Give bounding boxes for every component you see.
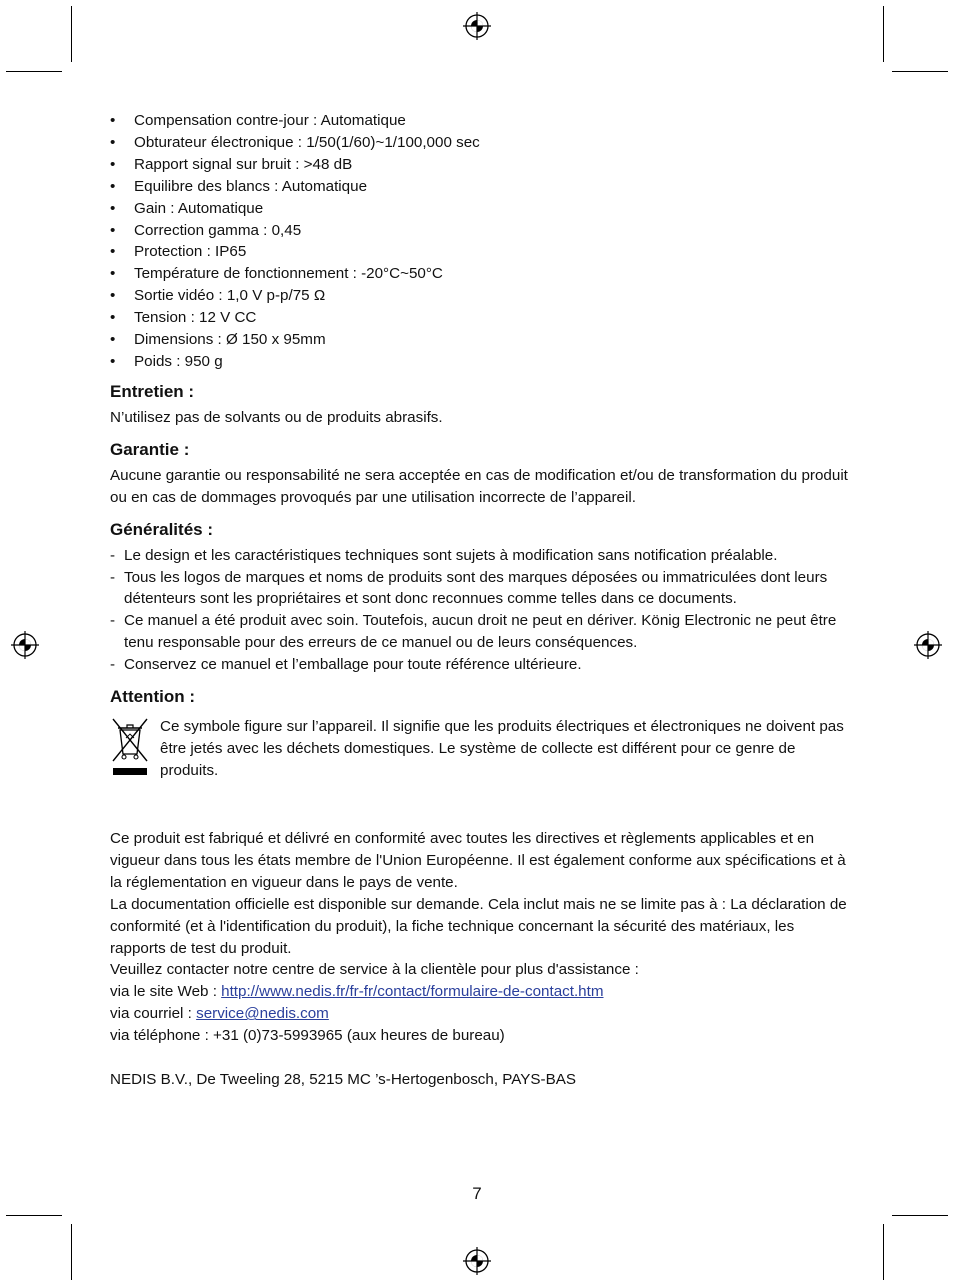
spec-text: Correction gamma : 0,45: [134, 221, 302, 239]
crop-mark: [71, 6, 72, 62]
contact-intro: Veuillez contacter notre centre de service à la clientèle pour plus d'assistance :: [110, 961, 639, 979]
registration-mark-icon: [462, 11, 492, 41]
contact-phone-line: via téléphone : +31 (0)73-5993965 (aux heures de bureau): [110, 1027, 505, 1045]
spec-item: [110, 263, 850, 285]
spec-item: [110, 241, 850, 263]
spec-text: Tension : 12 V CC: [134, 309, 257, 327]
spec-text: Rapport signal sur bruit : >48 dB: [134, 155, 353, 173]
registration-mark-icon: [462, 1246, 492, 1276]
crop-mark: [892, 1215, 948, 1216]
contact-web-label: via le site Web :: [110, 983, 222, 1001]
spec-text: Compensation contre-jour : Automatique: [134, 112, 406, 129]
garantie-text: Aucune garantie ou responsabilité ne sera acceptée en cas de modification et/ou de transformation du produit ou en cas de dommages provoqués par une utilisation incorrecte de l’appareil.: [110, 466, 848, 506]
crop-mark: [6, 1215, 62, 1216]
bullet-mark: •: [110, 133, 116, 151]
contact-web-link[interactable]: http://www.nedis.fr/fr-fr/contact/formulaire-de-contact.htm: [221, 983, 604, 1001]
bullet-mark: •: [110, 155, 116, 173]
crop-mark: [892, 71, 948, 72]
spec-item: [110, 198, 850, 220]
bullet-mark: •: [110, 265, 116, 283]
documentation-paragraph: La documentation officielle est disponible sur demande. Cela inclut mais ne se limite pas à : La déclaration de conformité (et à l'identification du produit), la fiche technique concernant la sécurité des matériaux, les rapports de test du produit.: [110, 895, 847, 957]
spec-item: [110, 110, 850, 132]
spec-text: Sortie vidéo : 1,0 V p-p/75 Ω: [134, 287, 326, 305]
bullet-mark: •: [110, 287, 116, 305]
spec-text: Protection : IP65: [134, 243, 247, 261]
bullet-mark: •: [110, 199, 116, 217]
generalites-item: [110, 610, 850, 654]
spec-item: [110, 176, 850, 198]
registration-mark-icon: [10, 630, 40, 660]
bullet-mark: •: [110, 243, 116, 261]
page-number: 7: [472, 1184, 482, 1203]
crop-mark: [71, 1224, 72, 1280]
bullet-mark: •: [110, 177, 116, 195]
generalites-item: [110, 545, 850, 567]
generalites-text: Tous les logos de marques et noms de produits sont des marques déposées ou immatriculées dont leurs détenteurs sont les propriétaires et sont donc reconnues comme telles dans ce documents.: [124, 568, 828, 608]
crop-mark: [883, 6, 884, 62]
contact-mail-line: [110, 1003, 850, 1025]
bullet-mark: •: [110, 112, 116, 129]
contact-mail-link[interactable]: service@nedis.com: [196, 1005, 329, 1023]
attention-block: [110, 716, 850, 786]
bullet-mark: •: [110, 309, 116, 327]
generalites-heading: Généralités :: [110, 519, 213, 539]
spec-item: [110, 285, 850, 307]
spec-item: [110, 154, 850, 176]
spec-item: [110, 220, 850, 242]
registration-mark-icon: [913, 630, 943, 660]
generalites-list: [110, 545, 850, 676]
dash-mark: -: [110, 656, 116, 674]
page-content: [110, 110, 850, 1091]
conformity-paragraph: Ce produit est fabriqué et délivré en conformité avec toutes les directives et règlements applicables et en vigueur dans tous les états membre de l'Union Européenne. Il est également conforme aux spécifications et à la réglementation en vigueur dans le pays de vente.: [110, 830, 846, 891]
generalites-item: [110, 567, 850, 611]
contact-web-line: [110, 981, 850, 1003]
garantie-heading: Garantie :: [110, 439, 190, 459]
spec-text: Dimensions : Ø 150 x 95mm: [134, 331, 326, 349]
spec-text: Température de fonctionnement : -20°C~50°C: [134, 265, 443, 283]
generalites-text: Conservez ce manuel et l’emballage pour toute référence ultérieure.: [124, 656, 582, 674]
dash-mark: -: [110, 612, 116, 630]
dash-mark: -: [110, 568, 116, 586]
spec-text: Obturateur électronique : 1/50(1/60)~1/100,000 sec: [134, 133, 480, 151]
entretien-text: N’utilisez pas de solvants ou de produits abrasifs.: [110, 408, 443, 426]
dash-mark: -: [110, 546, 116, 564]
spec-item: [110, 329, 850, 351]
bullet-mark: •: [110, 221, 116, 239]
spec-item: [110, 351, 850, 373]
crop-mark: [6, 71, 62, 72]
generalites-text: Ce manuel a été produit avec soin. Toutefois, aucun droit ne peut en dériver. König Electronic ne peut être tenu responsable pour des erreurs de ce manuel ou de leurs conséquences.: [124, 612, 837, 652]
spec-list: [110, 110, 850, 373]
entretien-heading: Entretien :: [110, 381, 195, 401]
weee-crossed-bin-icon: [110, 716, 150, 778]
attention-heading: Attention :: [110, 687, 195, 707]
spec-item: [110, 132, 850, 154]
spec-text: Equilibre des blancs : Automatique: [134, 177, 368, 195]
crop-mark: [883, 1224, 884, 1280]
bullet-mark: •: [110, 331, 116, 349]
contact-mail-label: via courriel :: [110, 1005, 197, 1023]
attention-text: Ce symbole figure sur l’appareil. Il signifie que les produits électriques et électroniques ne doivent pas être jetés avec les déchets domestiques. Le système de collecte est différent pour ce genre de produits.: [160, 718, 844, 779]
generalites-text: Le design et les caractéristiques techniques sont sujets à modification sans notification préalable.: [124, 546, 778, 564]
conformity-section: [110, 828, 850, 1047]
bullet-mark: •: [110, 352, 116, 370]
spec-item: [110, 307, 850, 329]
spec-text: Poids : 950 g: [134, 352, 223, 370]
generalites-item: [110, 654, 850, 676]
company-address: NEDIS B.V., De Tweeling 28, 5215 MC ’s-Hertogenbosch, PAYS-BAS: [110, 1071, 576, 1089]
spec-text: Gain : Automatique: [134, 199, 264, 217]
